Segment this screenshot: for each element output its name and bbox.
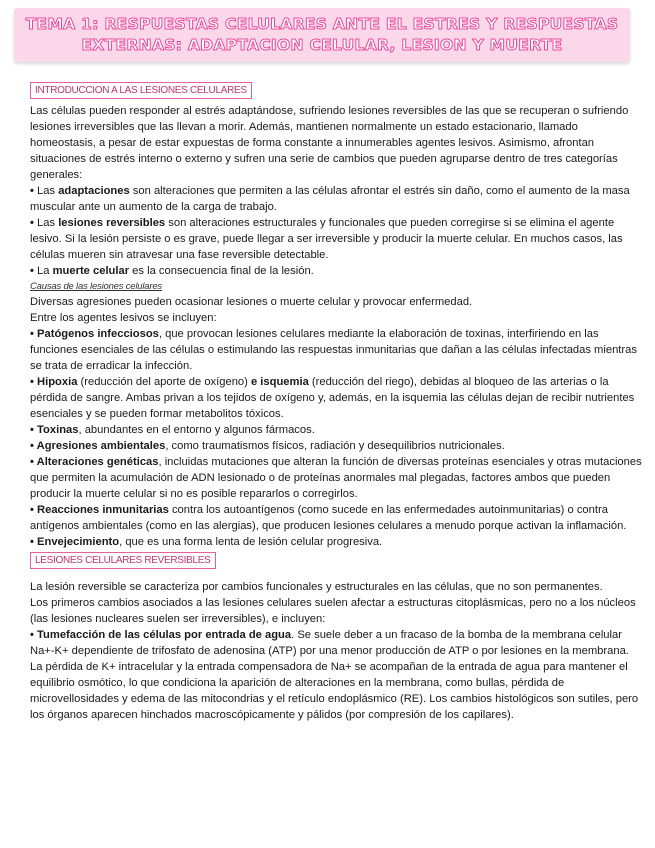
reversible-line: La lesión reversible se caracteriza por cambios funcionales y estructurales en las células, que no son permanentes. [30, 581, 603, 593]
cause-bullet: • Envejecimiento, que es una forma lenta de lesión celular progresiva. [30, 534, 642, 550]
page-title: TEMA 1: RESPUESTAS CELULARES ANTE EL ESTRES Y RESPUESTAS EXTERNAS: ADAPTACION CELULAR, LESION Y MUERTE [25, 15, 619, 54]
reversible-line: Los primeros cambios asociados a las lesiones celulares suelen afectar a estructuras citoplásmicas, pero no a los núcleos (las lesiones nucleares suelen ser irreversibles), e incluyen: [30, 597, 636, 625]
cause-bullet: • Agresiones ambientales, como traumatismos físicos, radiación y desequilibrios nutricionales. [30, 438, 642, 454]
document-body [30, 80, 642, 723]
cause-bullet: • Toxinas, abundantes en el entorno y algunos fármacos. [30, 422, 642, 438]
cause-bullet: • Patógenos infecciosos, que provocan lesiones celulares mediante la elaboración de toxinas, interfiriendo en las funciones esenciales de las células o estimulando las respuestas inmunitarias que dañan a las células infectadas mientras se trata de erradicar la infección. [30, 326, 642, 374]
section-heading-intro: INTRODUCCION A LAS LESIONES CELULARES [30, 82, 252, 99]
subheading-causes: Causas de las lesiones celulares [30, 281, 162, 292]
intro-paragraph: Las células pueden responder al estrés adaptándose, sufriendo lesiones reversibles de las que se recuperan o sufriendo lesiones irreversibles que las llevan a morir. Además, mantienen normalmente un estado estacionario, llamado homeostasis, a pesar de estar expuestas de forma constante a innumerables agentes lesivos. Asimismo, afrontan situaciones de estrés interno o externo y sufren una serie de cambios que pueden agruparse dentro de tres categorías generales: [30, 105, 629, 181]
intro-bullet: • Las adaptaciones son alteraciones que permiten a las células afrontar el estrés sin daño, como el aumento de la masa muscular ante un aumento de la carga de trabajo. [30, 183, 642, 215]
causes-line: Entre los agentes lesivos se incluyen: [30, 312, 217, 324]
intro-bullet: • Las lesiones reversibles son alteraciones estructurales y funcionales que pueden corregirse si se elimina el agente lesivo. Si la lesión persiste o es grave, puede llegar a ser irreversible y producir la muerte celular. En muchos casos, las células mueren sin atravesar una fase reversible detectable. [30, 215, 642, 263]
section-heading-reversible: LESIONES CELULARES REVERSIBLES [30, 552, 216, 569]
cause-bullet: • Alteraciones genéticas, incluidas mutaciones que alteran la función de diversas proteínas esenciales y otras mutaciones que permiten la acumulación de ADN lesionado o de proteínas anormales mal plegadas, factores ambos que pueden producir la muerte celular si no es posible repararlos o corregirlos. [30, 454, 642, 502]
reversible-bullet: • Tumefacción de las células por entrada de agua. Se suele deber a un fracaso de la bomba de la membrana celular Na+-K+ dependiente de trifosfato de adenosina (ATP) por una menor producción de ATP o por lesiones en la membrana. La pérdida de K+ intracelular y la entrada compensadora de Na+ se acompañan de la entrada de agua para mantener el equilibrio osmótico, lo que condiciona la aparición de alteraciones en la membrana, como bullas, pérdida de microvellosidades y edema de las mitocondrias y el retículo endoplásmico (RE). Los cambios histológicos son sutiles, pero los órganos aparecen hinchados macroscópicamente y pálidos (por compresión de los capilares). [30, 627, 642, 723]
cause-bullet: • Hipoxia (reducción del aporte de oxígeno) e isquemia (reducción del riego), debidas al bloqueo de las arterias o la pérdida de sangre. Ambas privan a los tejidos de oxígeno y, además, en la isquemia las células dejan de recibir nutrientes esenciales y se pueden formar metabolitos tóxicos. [30, 374, 642, 422]
cause-bullet: • Reacciones inmunitarias contra los autoantígenos (como sucede en las enfermedades autoinmunitarias) o contra antígenos ambientales (como en las alergias), que producen lesiones celulares a menudo porque activan la inflamación. [30, 502, 642, 534]
intro-bullet: • La muerte celular es la consecuencia final de la lesión. [30, 263, 642, 279]
title-banner [14, 8, 630, 62]
causes-line: Diversas agresiones pueden ocasionar lesiones o muerte celular y provocar enfermedad. [30, 296, 473, 308]
